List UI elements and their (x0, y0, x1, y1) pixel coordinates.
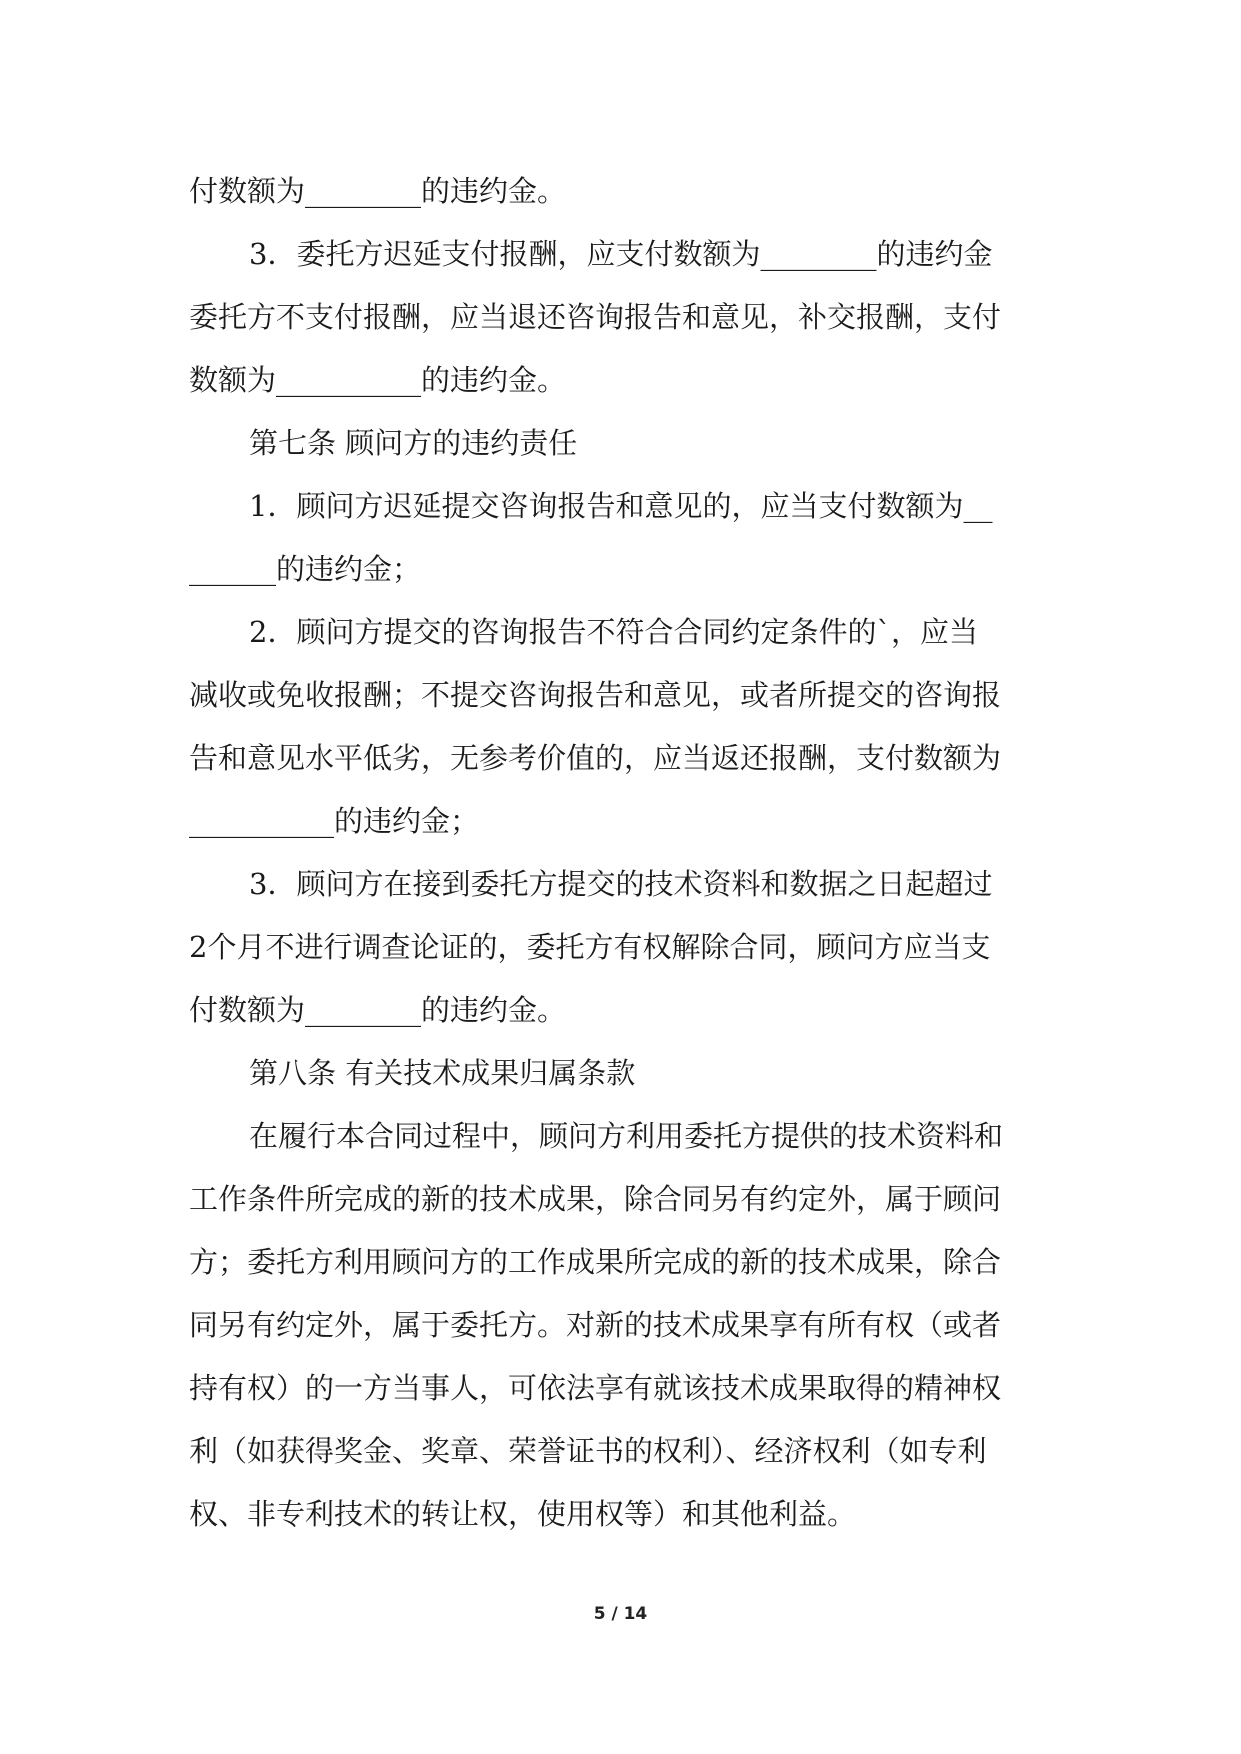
text-line: 持有权）的一方当事人，可依法享有就该技术成果取得的精神权 (189, 1371, 1002, 1405)
text-line: 利（如获得奖金、奖章、荣誉证书的权利）、经济权利（如专利 (189, 1434, 987, 1468)
page-number: 5 / 14 (593, 1604, 648, 1624)
text-line: 方；委托方利用顾问方的工作成果所完成的新的技术成果，除合 (189, 1245, 1002, 1279)
text-line: __________的违约金； (189, 804, 480, 838)
text-line: 减收或免收报酬；不提交咨询报告和意见，或者所提交的咨询报 (189, 678, 1002, 712)
text-line: 付数额为________的违约金。 (189, 174, 567, 208)
text-line: 告和意见水平低劣，无参考价值的，应当返还报酬，支付数额为 (189, 741, 1002, 775)
text-line: 2．顾问方提交的咨询报告不符合合同约定条件的`，应当 (249, 615, 978, 649)
text-line: ______的违约金； (189, 552, 422, 586)
text-line: 在履行本合同过程中，顾问方利用委托方提供的技术资料和 (249, 1119, 1004, 1153)
section-heading: 第七条 顾问方的违约责任 (249, 426, 578, 460)
text-line: 3．委托方迟延支付报酬，应支付数额为________的违约金 (249, 237, 993, 271)
text-line: 付数额为________的违约金。 (189, 993, 567, 1027)
text-line: 权、非专利技术的转让权，使用权等）和其他利益。 (189, 1497, 857, 1531)
text-line: 1．顾问方迟延提交咨询报告和意见的，应当支付数额为__ (249, 489, 993, 523)
section-heading: 第八条 有关技术成果归属条款 (249, 1056, 636, 1090)
text-line: 数额为__________的违约金。 (189, 363, 567, 397)
document-body (189, 160, 1054, 1546)
text-line: 委托方不支付报酬，应当退还咨询报告和意见，补交报酬，支付 (189, 300, 1002, 334)
text-line: 2个月不进行调查论证的，委托方有权解除合同，顾问方应当支 (189, 930, 991, 964)
text-line: 工作条件所完成的新的技术成果，除合同另有约定外，属于顾问 (189, 1182, 1002, 1216)
text-line: 3．顾问方在接到委托方提交的技术资料和数据之日起超过 (249, 867, 993, 901)
text-line: 同另有约定外，属于委托方。对新的技术成果享有所有权（或者 (189, 1308, 1002, 1342)
